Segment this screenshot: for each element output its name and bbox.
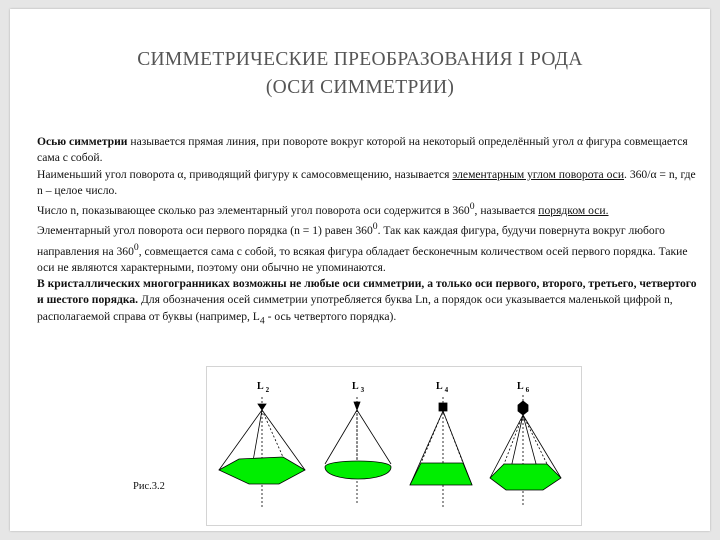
pyramid-order-6 [490, 395, 561, 507]
degree-superscript: 0 [469, 201, 475, 213]
axis-label-l2: L $_2$ [257, 381, 270, 394]
axis-label-l6: L $_6$ [517, 381, 530, 394]
paragraph-crystal-axes [37, 276, 702, 329]
paragraph-first-order [37, 219, 702, 276]
paragraph-axis-order [37, 199, 702, 219]
title-line-1: СИММЕТРИЧЕСКИЕ ПРЕОБРАЗОВАНИЯ I РОДА [137, 49, 583, 70]
degree-superscript: 0 [372, 221, 378, 233]
title-line-2: (ОСИ СИММЕТРИИ) [265, 77, 455, 98]
pyramid-order-4 [410, 397, 472, 507]
elementary-angle-formula: . 360/α = n, где n – целое число. [37, 167, 696, 197]
first-order-post: , совмещается сама с собой, то всякая фигура обладает бесконечным количеством осей первого порядка. Такие оси не являются характерными, поэтому они обычно не упоминаются. [37, 244, 688, 274]
degree-superscript: 0 [133, 241, 139, 253]
axis-order-text: Число n, показывающее сколько раз элементарный угол поворота оси содержится в 360 [37, 204, 470, 218]
body-text [37, 134, 702, 329]
figure-pyramids [207, 367, 581, 525]
definition-text: называется прямая линия, при повороте вокруг которой на некоторый определённый угол α фигура совмещается сама с собой. [37, 135, 688, 165]
term-symmetry-axis: Осью симметрии [37, 135, 128, 148]
first-order-text: Элементарный угол поворота оси первого порядка (n = 1) равен 360 [37, 224, 373, 238]
notation-text: Для обозначения осей симметрии употребляется буква Ln, а порядок оси указывается маленькой цифрой n, располагаемой справа от буквы (например, L [37, 293, 673, 323]
paragraph-elementary-angle [37, 167, 702, 200]
slide-header [10, 9, 710, 124]
axis-order-mid: , называется [474, 204, 539, 218]
paragraph-definition [37, 134, 702, 167]
pyramid-order-2 [219, 397, 305, 507]
axis-subscript: 4 [259, 314, 265, 326]
term-elementary-angle: элементарным углом поворота оси [452, 167, 625, 181]
elementary-angle-text: Наименьший угол поворота α, приводящий фигуру к самосовмещению, называется [37, 167, 453, 181]
crystal-axes-statement: В кристаллических многогранниках возможны не любые оси симметрии, а только оси первого, второго, третьего, четвертого и шестого порядка. [37, 276, 697, 307]
slide-title [10, 46, 710, 102]
axis-label-l4: L $_4$ [436, 381, 449, 394]
pyramid-order-3 [325, 397, 391, 505]
first-order-mid: . Так как каждая фигура, будучи повернута вокруг любого направления на 360 [37, 224, 665, 258]
axis-label-l3: L $_3$ [352, 381, 365, 394]
slide [10, 9, 710, 531]
figure-caption: Рис.3.2 [133, 481, 165, 492]
notation-post: - ось четвертого порядка). [264, 309, 397, 323]
pyramids-drawing [207, 367, 581, 525]
term-axis-order: порядком оси. [538, 204, 609, 218]
